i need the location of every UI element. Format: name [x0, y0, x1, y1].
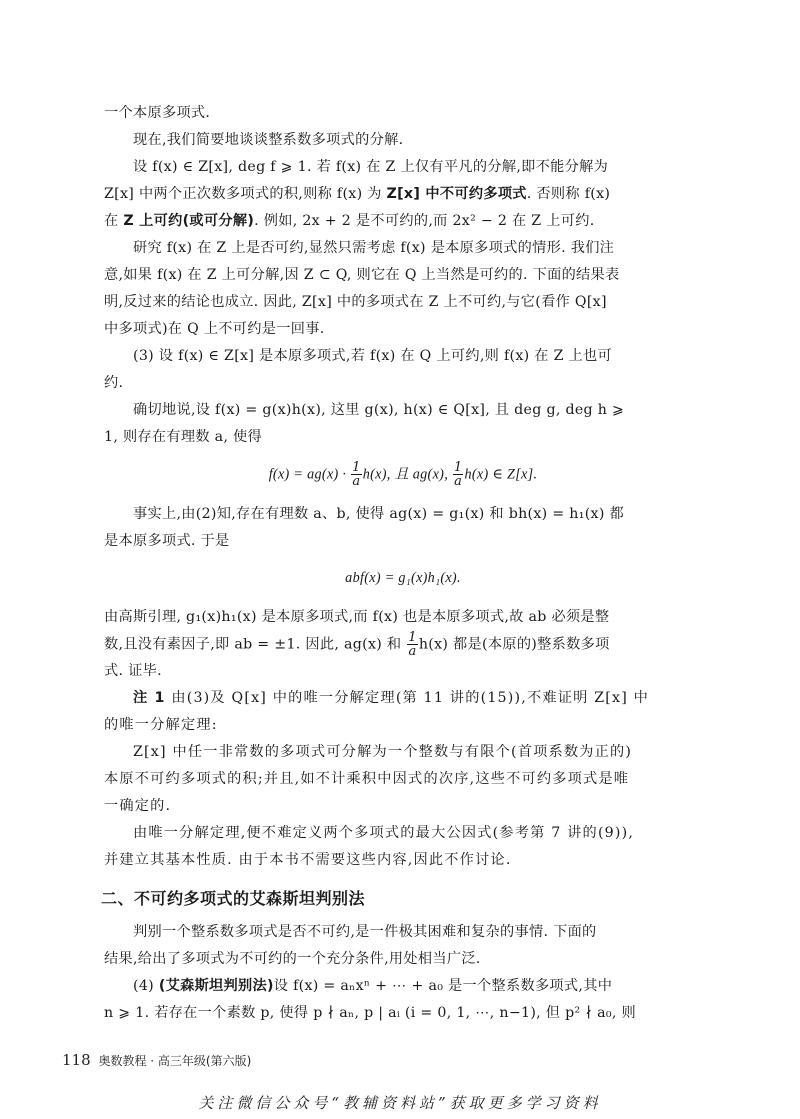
term-bold: Z[x] 中不可约多项式 [386, 186, 527, 202]
text-line: 现在,我们简要地谈谈整系数多项式的分解. [133, 132, 404, 148]
fraction [407, 631, 418, 658]
text-line: 判别一个整系数多项式是否不可约,是一件极其困难和复杂的事情. 下面的 [133, 924, 597, 940]
text-line: 意,如果 f(x) 在 Z 上可分解,因 Z ⊂ Q, 则它在 Q 上当然是可约的. 下面的结果表 [104, 267, 620, 283]
text-span: Z[x] 中两个正次数多项式的积,则称 f(x) 为 [104, 186, 387, 202]
fraction-numerator: 1 [352, 460, 361, 475]
text-line [104, 208, 702, 235]
page-number: 118 [62, 1051, 91, 1069]
fraction-numerator: 1 [408, 629, 417, 645]
page-footer [62, 1051, 251, 1069]
text-line: (3) 设 f(x) ∈ Z[x] 是本原多项式,若 f(x) 在 Q 上可约,则 f(x) 在 Z 上也可 [133, 348, 613, 364]
display-equation: abf(x) = g₁(x)h₁(x). [345, 569, 461, 586]
fraction [453, 461, 464, 488]
note-line: Z[x] 中任一非常数的多项式可分解为一个整数与有限个(首项系数为正的) [133, 744, 633, 760]
text-line [104, 973, 702, 1000]
note-line: 一确定的. [104, 798, 172, 814]
note-line: 的唯一分解定理: [104, 717, 218, 733]
text-span: 由(3)及 Q[x] 中的唯一分解定理(第 11 讲的(15)),不难证明 Z[x] 中 [165, 690, 650, 706]
fraction [351, 461, 362, 488]
fraction-denominator: a [352, 474, 361, 489]
text-line: 约. [104, 375, 124, 391]
note-line: 本原不可约多项式的积;并且,如不计乘积中因式的次序,这些不可约多项式是唯 [104, 771, 630, 787]
text-line: 是本原多项式. 于是 [104, 532, 230, 549]
text-line: 由高斯引理, g₁(x)h₁(x) 是本原多项式,而 f(x) 也是本原多项式,故 ab 必须是整 [104, 608, 610, 625]
text-span: (4) [133, 978, 159, 994]
text-line: 结果,给出了多项式为不可约的一个充分条件,用处相当广泛. [104, 951, 481, 967]
note-line: 并建立其基本性质. 由于本书不需要这些内容,因此不作讨论. [104, 852, 512, 868]
equation-part: h(x) ∈ Z[x]. [464, 466, 538, 483]
book-title: 奥数教程 · 高三年级(第六版) [98, 1054, 252, 1068]
display-equation [104, 461, 702, 489]
fraction-denominator: a [454, 474, 463, 489]
text-line: 研究 f(x) 在 Z 上是否可约,显然只需考虑 f(x) 是本原多项式的情形. 我们注 [133, 240, 615, 256]
fraction-denominator: a [408, 643, 417, 659]
watermark-text: 关注微信公众号“教辅资料站”获取更多学习资料 [198, 1094, 602, 1112]
text-line: 1, 则存在有理数 a, 使得 [104, 429, 263, 445]
equation-part: f(x) = ag(x) · [268, 466, 351, 483]
text-span: . 例如, 2x + 2 是不可约的,而 2x² − 2 在 Z 上可约. [254, 213, 595, 229]
text-line: 设 f(x) ∈ Z[x], deg f ⩾ 1. 若 f(x) 在 Z 上仅有平凡的分解,即不能分解为 [133, 159, 609, 175]
text-span: 数,且没有素因子,即 ab = ±1. 因此, ag(x) 和 [104, 636, 407, 652]
text-line: 中多项式)在 Q 上不可约是一回事. [104, 321, 325, 337]
page-body [101, 100, 702, 1027]
equation-part: h(x), 且 ag(x), [362, 466, 452, 483]
text-line: n ⩾ 1. 若存在一个素数 p, 使得 p ∤ aₙ, p | aᵢ (i = 0, 1, ⋯, n−1), 但 p² ∤ a₀, 则 [104, 1005, 637, 1021]
text-line: 一个本原多项式. [104, 105, 211, 121]
note-line: 由唯一分解定理,便不难定义两个多项式的最大公因式(参考第 7 讲的(9)), [133, 825, 635, 841]
theorem-name: (艾森斯坦判别法) [158, 978, 274, 994]
text-line [104, 631, 702, 659]
text-span: . 否则称 f(x) [526, 186, 611, 202]
text-line: 明,反过来的结论也成立. 因此, Z[x] 中的多项式在 Z 上不可约,与它(看作 Q[x] [104, 294, 607, 310]
text-line [104, 181, 702, 208]
text-span: h(x) 都是(本原的)整系数多项 [418, 636, 610, 652]
text-span: 在 [104, 213, 124, 229]
term-bold: Z 上可约(或可分解) [123, 213, 255, 229]
text-line: 事实上,由(2)知,存在有理数 a、b, 使得 ag(x) = g₁(x) 和 bh(x) = h₁(x) 都 [133, 505, 624, 522]
text-line: 确切地说,设 f(x) = g(x)h(x), 这里 g(x), h(x) ∈ Q[x], 且 deg g, deg h ⩾ [133, 402, 625, 418]
note-label: 注 1 [133, 690, 166, 706]
text-line: 式. 证毕. [104, 663, 162, 679]
text-span: 设 f(x) = aₙxⁿ + ⋯ + a₀ 是一个整系数多项式,其中 [273, 978, 613, 994]
fraction-numerator: 1 [453, 460, 463, 475]
section-heading: 二、不可约多项式的艾森斯坦判别法 [101, 889, 366, 908]
note-line [104, 685, 702, 712]
